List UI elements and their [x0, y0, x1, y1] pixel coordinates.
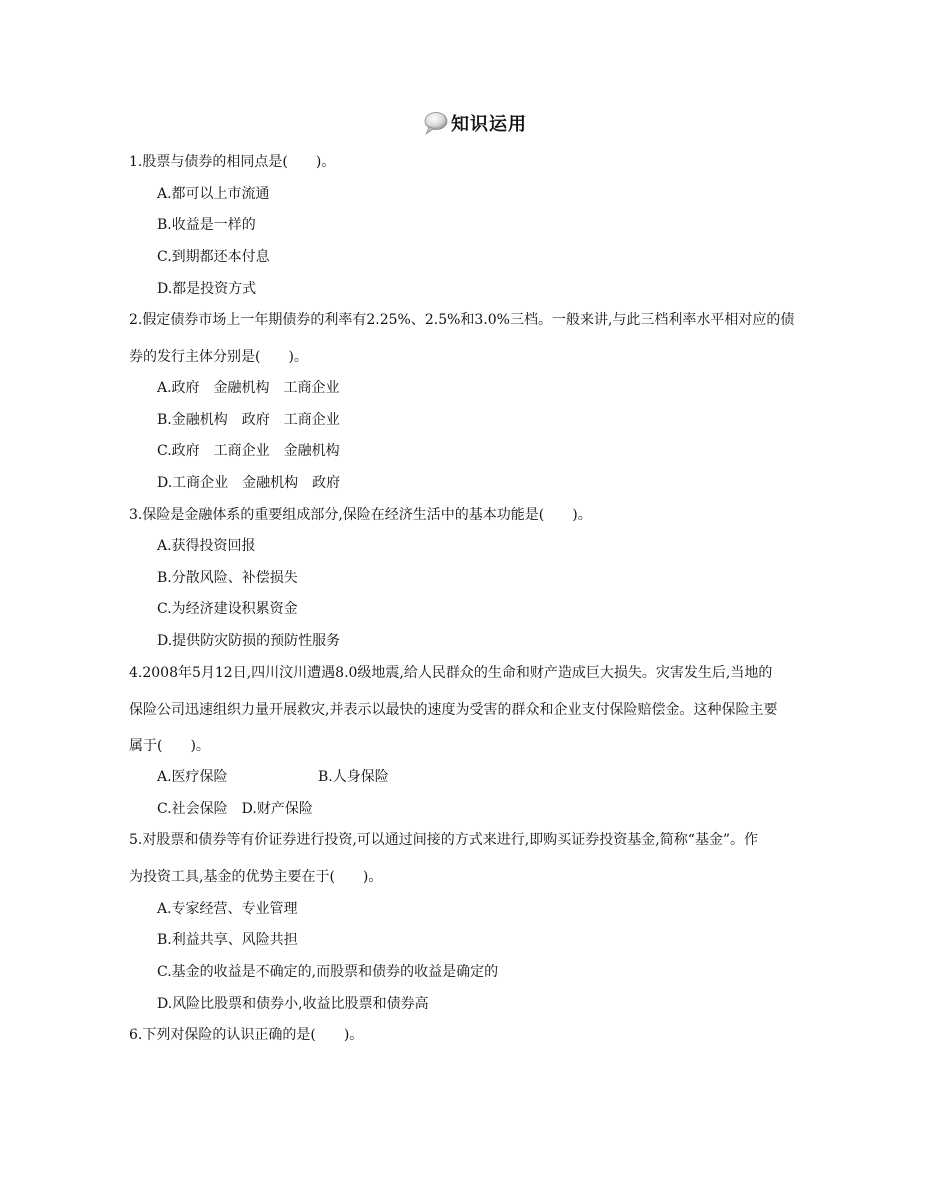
question-5-option-c: C.基金的收益是不确定的,而股票和债券的收益是确定的 [157, 964, 499, 980]
question-6-stem: 6.下列对保险的认识正确的是( )。 [129, 1027, 364, 1043]
question-1-option-d: D.都是投资方式 [157, 281, 257, 297]
question-4-option-b: B.人身保险 [318, 769, 389, 785]
question-3-option-c: C.为经济建设积累资金 [157, 601, 298, 617]
question-5-option-b: B.利益共享、风险共担 [157, 932, 298, 948]
question-2-stem-line-1: 2.假定债券市场上一年期债券的利率有2.25%、2.5%和3.0%三档。一般来讲,与此三档利率水平相对应的债 [129, 312, 795, 328]
question-1-stem: 1.股票与债券的相同点是( )。 [129, 154, 336, 170]
section-title: 知识运用 [451, 114, 527, 135]
section-heading [0, 110, 950, 136]
question-2-stem-line-2: 券的发行主体分别是( )。 [129, 349, 308, 365]
question-5-option-a: A.专家经营、专业管理 [157, 901, 298, 917]
question-3-stem: 3.保险是金融体系的重要组成部分,保险在经济生活中的基本功能是( )。 [129, 507, 592, 523]
speech-bubble-icon [423, 110, 449, 136]
question-1-option-a: A.都可以上市流通 [157, 186, 270, 202]
question-5-stem-line-1: 5.对股票和债券等有价证券进行投资,可以通过间接的方式来进行,即购买证券投资基金,简称“基金”。作 [129, 832, 759, 848]
question-4-stem-line-1: 4.2008年5月12日,四川汶川遭遇8.0级地震,给人民群众的生命和财产造成巨大损失。灾害发生后,当地的 [129, 665, 773, 681]
question-3-option-d: D.提供防灾防损的预防性服务 [157, 633, 341, 649]
question-5-stem-line-2: 为投资工具,基金的优势主要在于( )。 [129, 869, 383, 885]
question-2-option-c: C.政府 工商企业 金融机构 [157, 443, 340, 459]
question-1-option-b: B.收益是一样的 [157, 217, 256, 233]
question-3-option-a: A.获得投资回报 [157, 538, 256, 554]
question-3-option-b: B.分散风险、补偿损失 [157, 570, 298, 586]
question-4-stem-line-3: 属于( )。 [129, 738, 210, 754]
question-4-option-a: A.医疗保险 [157, 769, 228, 785]
question-2-option-b: B.金融机构 政府 工商企业 [157, 412, 340, 428]
question-4-options-c-d: C.社会保险 D.财产保险 [157, 801, 313, 817]
question-5-option-d: D.风险比股票和债券小,收益比股票和债券高 [157, 996, 429, 1012]
question-2-option-a: A.政府 金融机构 工商企业 [157, 380, 340, 396]
question-1-option-c: C.到期都还本付息 [157, 249, 270, 265]
question-2-option-d: D.工商企业 金融机构 政府 [157, 475, 341, 491]
question-4-stem-line-2: 保险公司迅速组织力量开展救灾,并表示以最快的速度为受害的群众和企业支付保险赔偿金。这种保险主要 [129, 702, 778, 718]
